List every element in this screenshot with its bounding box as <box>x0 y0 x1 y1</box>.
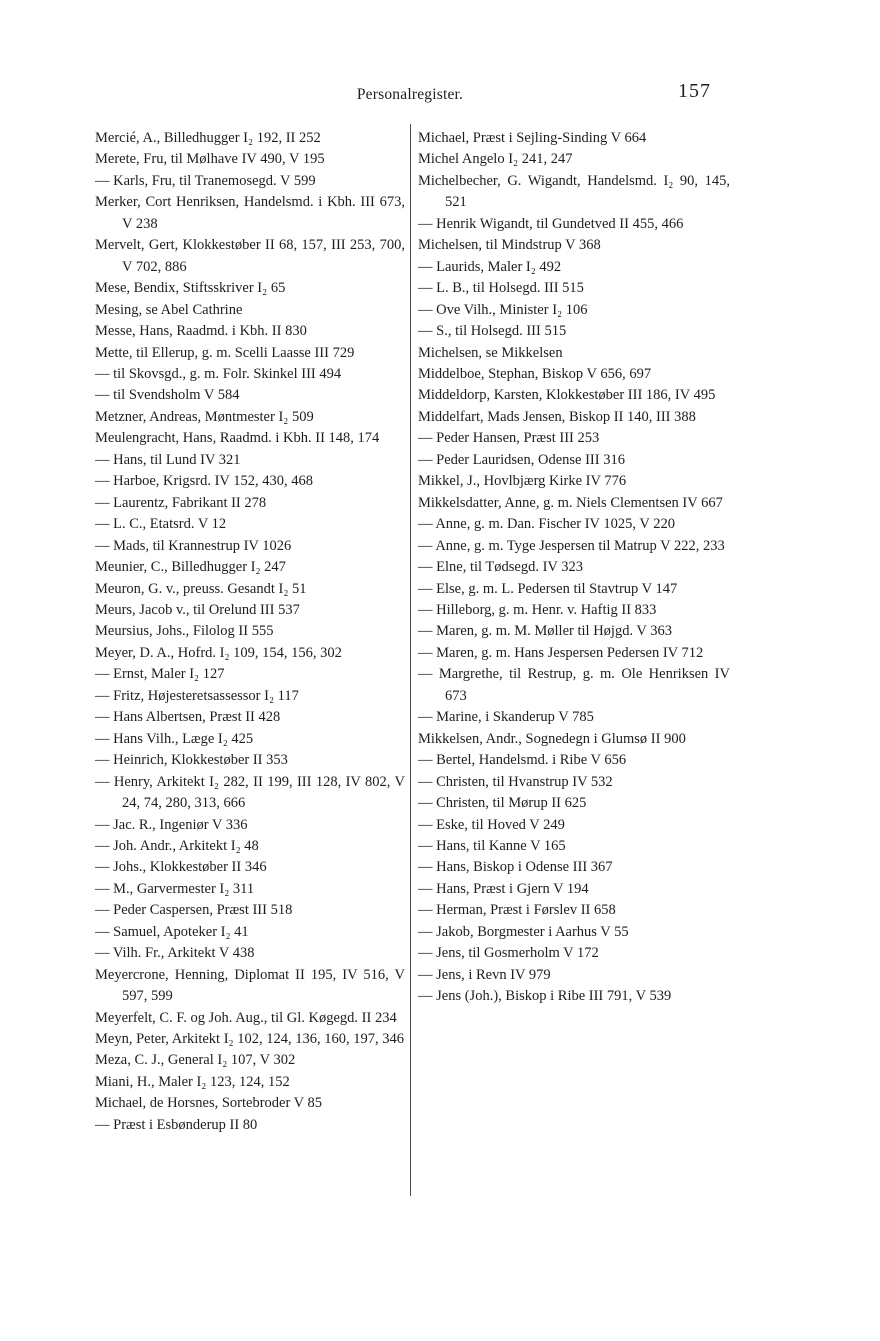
index-entry: Miani, H., Maler I₂ 123, 124, 152 <box>95 1073 290 1090</box>
index-entry: — Christen, til Mørup II 625 <box>418 795 587 812</box>
index-entry: — Jens, til Gosmerholm V 172 <box>418 945 599 962</box>
index-entry: Metzner, Andreas, Møntmester I₂ 509 <box>95 408 314 425</box>
index-entry: — Jakob, Borgmester i Aarhus V 55 <box>418 923 629 940</box>
index-entry: — Karls, Fru, til Tranemosegd. V 599 <box>95 172 316 189</box>
index-entry: Middeldorp, Karsten, Klokkestøber III 186, IV 495 <box>418 387 716 404</box>
index-entry: — M., Garvermester I₂ 311 <box>95 880 255 897</box>
index-entry: — Joh. Andr., Arkitekt I₂ 48 <box>95 837 259 854</box>
index-entry: — Peder Lauridsen, Odense III 316 <box>418 451 625 468</box>
index-entry: — Bertel, Handelsmd. i Ribe V 656 <box>418 752 627 769</box>
index-entry: Merker, Cort Henriksen, Handelsmd. i Kbh. III 673, V 238 <box>95 194 405 232</box>
index-entry: Meyercrone, Henning, Diplomat II 195, IV 516, V 597, 599 <box>95 966 405 1005</box>
index-entry: — Henry, Arkitekt I₂ 282, II 199, III 128, IV 802, V 24, 74, 280, 313, 666 <box>95 773 405 812</box>
index-entry: — L. C., Etatsrd. V 12 <box>95 516 227 533</box>
index-entry: — Harboe, Krigsrd. IV 152, 430, 468 <box>95 473 314 490</box>
index-entry: Michelsen, til Mindstrup V 368 <box>418 237 601 254</box>
running-title: Personalregister. <box>356 86 464 103</box>
index-entry: — S., til Holsegd. III 515 <box>418 323 567 340</box>
index-entry: Michelbecher, G. Wigandt, Handelsmd. I₂ 90, 145, 521 <box>418 172 730 211</box>
index-entry: — Christen, til Hvanstrup IV 532 <box>418 773 613 790</box>
index-entry: — Elne, til Tødsegd. IV 323 <box>418 559 583 576</box>
page-header <box>0 80 880 110</box>
index-entry: Mikkel, J., Hovlbjærg Kirke IV 776 <box>418 473 627 490</box>
index-entry: — Eske, til Hoved V 249 <box>418 816 565 833</box>
index-entry: Michel Angelo I₂ 241, 247 <box>418 151 573 168</box>
index-entry: Michael, Præst i Sejling-Sinding V 664 <box>418 130 647 146</box>
index-entry: — Peder Caspersen, Præst III 518 <box>95 902 293 919</box>
index-entry: — L. B., til Holsegd. III 515 <box>418 280 584 297</box>
index-entry: Meyerfelt, C. F. og Joh. Aug., til Gl. Køgegd. II 234 <box>95 1009 397 1026</box>
index-entry: — Hilleborg, g. m. Henr. v. Haftig II 833 <box>418 601 657 618</box>
index-entry: — Jens (Joh.), Biskop i Ribe III 791, V 539 <box>418 988 672 1005</box>
index-entry: — Margrethe, til Restrup, g. m. Ole Henriksen IV 673 <box>418 666 730 704</box>
index-entry: — til Svendsholm V 584 <box>95 387 240 404</box>
index-entry: — Samuel, Apoteker I₂ 41 <box>95 923 249 940</box>
index-entry: — Hans Albertsen, Præst II 428 <box>95 709 281 726</box>
index-entry: Mese, Bendix, Stiftsskriver I₂ 65 <box>95 280 286 297</box>
index-entry: Middelboe, Stephan, Biskop V 656, 697 <box>418 365 652 382</box>
index-entry: — Marine, i Skanderup V 785 <box>418 709 594 726</box>
index-entry: Michael, de Horsnes, Sortebroder V 85 <box>95 1095 322 1112</box>
left-column <box>95 128 405 1136</box>
index-entry: — Peder Hansen, Præst III 253 <box>418 430 600 447</box>
index-entry: — Maren, g. m. Hans Jespersen Pedersen IV 712 <box>418 644 704 661</box>
index-entry: — Fritz, Højesteretsassessor I₂ 117 <box>95 687 299 704</box>
index-entry: — Anne, g. m. Dan. Fischer IV 1025, V 220 <box>418 516 675 533</box>
index-entry: — Hans Vilh., Læge I₂ 425 <box>95 730 254 747</box>
index-entry: — Laurentz, Fabrikant II 278 <box>95 494 267 511</box>
index-entry: Mette, til Ellerup, g. m. Scelli Laasse III 729 <box>95 344 355 361</box>
index-entry: Meuron, G. v., preuss. Gesandt I₂ 51 <box>95 580 307 597</box>
index-entry: Meurs, Jacob v., til Orelund III 537 <box>95 601 300 618</box>
index-entry: — Hans, Biskop i Odense III 367 <box>418 859 613 876</box>
index-entry: — Ove Vilh., Minister I₂ 106 <box>418 301 588 318</box>
index-entry: Meulengracht, Hans, Raadmd. i Kbh. II 148, 174 <box>95 430 380 447</box>
index-entry: — Mads, til Krannestrup IV 1026 <box>95 537 292 554</box>
index-entry: Meza, C. J., General I₂ 107, V 302 <box>95 1052 296 1069</box>
index-entry: — Vilh. Fr., Arkitekt V 438 <box>95 945 255 962</box>
index-entry: — Laurids, Maler I₂ 492 <box>418 258 562 275</box>
index-entry: — Hans, Præst i Gjern V 194 <box>418 880 589 897</box>
index-entry: — Jens, i Revn IV 979 <box>418 966 551 983</box>
index-entry: Meyer, D. A., Hofrd. I₂ 109, 154, 156, 302 <box>95 644 342 661</box>
index-entry: — Johs., Klokkestøber II 346 <box>95 859 267 876</box>
index-entry: — Herman, Præst i Førslev II 658 <box>418 902 616 919</box>
index-entry: — Hans, til Kanne V 165 <box>418 837 566 854</box>
index-entry: Meunier, C., Billedhugger I₂ 247 <box>95 559 286 576</box>
index-entry: Mikkelsen, Andr., Sognedegn i Glumsø II 900 <box>418 730 686 747</box>
index-entry: Meursius, Johs., Filolog II 555 <box>95 623 274 640</box>
index-entry: Mikkelsdatter, Anne, g. m. Niels Clementsen IV 667 <box>418 494 723 511</box>
index-entry: — Else, g. m. L. Pedersen til Stavtrup V 147 <box>418 580 678 597</box>
index-entry: Messe, Hans, Raadmd. i Kbh. II 830 <box>95 323 307 340</box>
column-divider <box>410 124 411 1196</box>
index-entry: — Maren, g. m. M. Møller til Højgd. V 363 <box>418 623 673 640</box>
index-entry: Mercié, A., Billedhugger I₂ 192, II 252 <box>95 130 321 146</box>
index-entry: Mesing, se Abel Cathrine <box>95 301 243 318</box>
index-entry: — Henrik Wigandt, til Gundetved II 455, 466 <box>418 215 684 232</box>
index-entry: — Ernst, Maler I₂ 127 <box>95 666 225 683</box>
index-entry: — Heinrich, Klokkestøber II 353 <box>95 752 288 769</box>
page-number: 157 <box>678 80 711 102</box>
index-entry: — Hans, til Lund IV 321 <box>95 451 241 468</box>
index-entry: Middelfart, Mads Jensen, Biskop II 140, III 388 <box>418 408 696 425</box>
right-column <box>418 128 730 1008</box>
index-entry: Meyn, Peter, Arkitekt I₂ 102, 124, 136, 160, 197, 346 <box>95 1031 404 1048</box>
index-entry: — Anne, g. m. Tyge Jespersen til Matrup V 222, 233 <box>418 537 725 554</box>
index-entry: Michelsen, se Mikkelsen <box>418 344 563 361</box>
index-entry: Merete, Fru, til Mølhave IV 490, V 195 <box>95 151 325 168</box>
index-entry: — Jac. R., Ingeniør V 336 <box>95 816 248 833</box>
index-entry: Mervelt, Gert, Klokkestøber II 68, 157, III 253, 700, V 702, 886 <box>95 237 405 275</box>
index-entry: — til Skovsgd., g. m. Folr. Skinkel III 494 <box>95 365 342 382</box>
index-entry: — Præst i Esbønderup II 80 <box>95 1116 258 1133</box>
